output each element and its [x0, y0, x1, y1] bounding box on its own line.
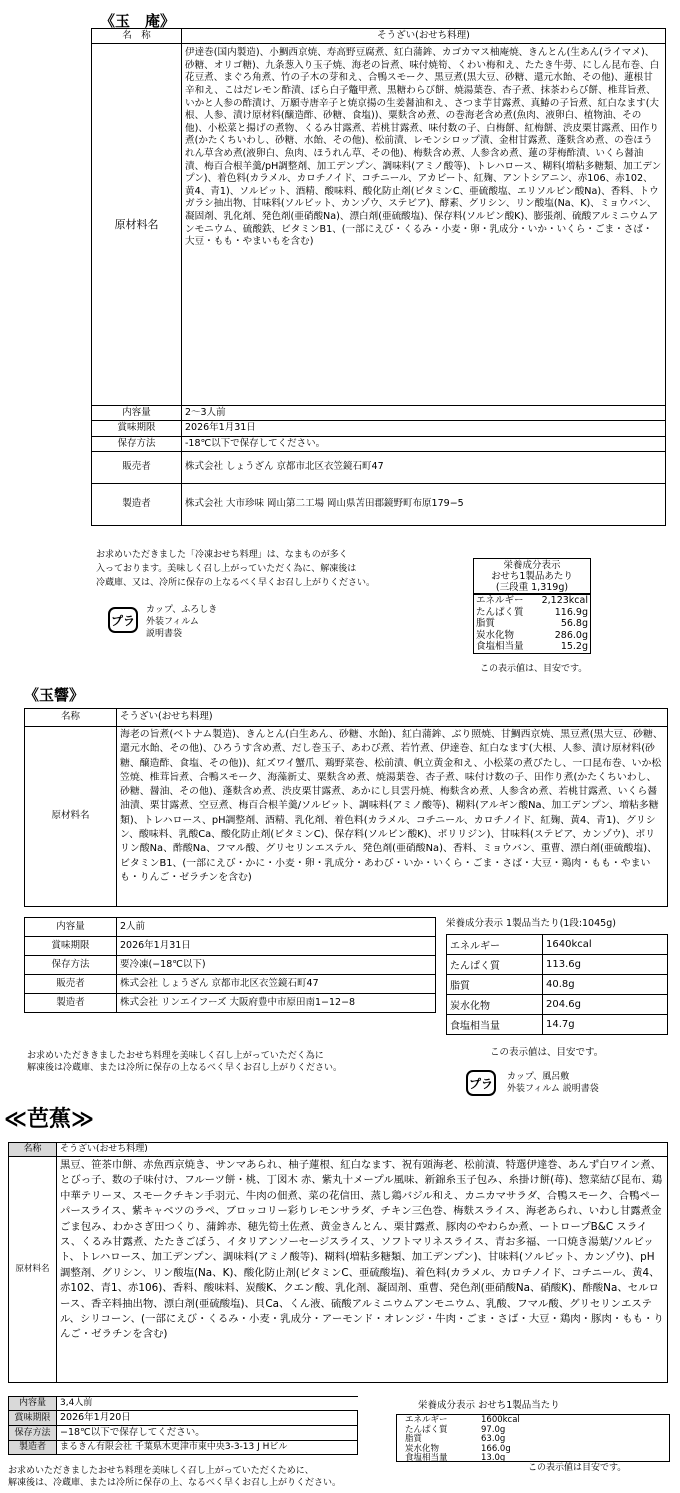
nutrition-value: 2,123kcal: [541, 595, 588, 606]
nutrition-value: 116.9g: [554, 606, 588, 618]
nutrition-value: 14.7g: [543, 1015, 668, 1035]
ingredients-header: 原材料名: [25, 727, 117, 907]
notice-line: 解凍後は、冷蔵庫、または冷所に保存の上、なるべく早くお召し上がりください。: [8, 1478, 342, 1488]
section1-nutrition: [473, 558, 591, 654]
plastic-recycle-icon: プラ: [466, 1070, 496, 1096]
nutrition-value: 97.0g: [481, 1424, 506, 1435]
name-value: そうざい(おせち料理): [57, 1143, 668, 1157]
maker-value: まるきん有限会社 千葉県木更津市東中央3-3-13 J Hビル: [57, 1441, 358, 1455]
nutrition-key: 炭水化物: [447, 995, 543, 1015]
maker-value: 株式会社 大市珍味 岡山第二工場 岡山県苫田郡鏡野町布原179−5: [182, 483, 666, 525]
section2-title: 《玉響》: [24, 686, 85, 704]
seller-header: 販売者: [92, 451, 182, 483]
seller-value: 株式会社 しょうざん 京都市北区衣笠鏡石町47: [117, 975, 436, 994]
nutrition-value: 40.8g: [543, 975, 668, 995]
expiry-header: 賞味期限: [25, 937, 117, 956]
seller-header: 販売者: [25, 975, 117, 994]
nutrition-weight: (三段重 1,319g): [474, 582, 590, 595]
nutrition-key: たんぱく質: [405, 1424, 448, 1435]
volume-value: 3,4人前: [57, 1397, 358, 1411]
expiry-value: 2026年1月31日: [117, 937, 436, 956]
section2-label-table: [24, 708, 668, 907]
expiry-header: 賞味期限: [92, 421, 182, 436]
maker-header: 製造者: [92, 483, 182, 525]
nutrition-value: 13.0g: [481, 1453, 506, 1464]
maker-value: 株式会社 リンエイフーズ 大阪府豊中市原田南1−12−8: [117, 994, 436, 1013]
nutrition-subtitle: おせち1製品あたり: [491, 571, 573, 582]
nutrition-key: 脂質: [405, 1434, 423, 1445]
nutrition-key: 食塩相当量: [476, 641, 524, 652]
section2-info-table: [24, 917, 436, 1013]
seller-value: 株式会社 しょうざん 京都市北区衣笠鏡石町47: [182, 451, 666, 483]
nutrition-value: 286.0g: [554, 629, 588, 641]
notice-line: 冷蔵庫、又は、冷所に保存の上なるべく早くお召し上がりください。: [96, 578, 376, 588]
nutrition-value: 166.0g: [481, 1443, 511, 1454]
volume-header: 内容量: [25, 918, 117, 937]
section2-notice: [27, 1050, 342, 1074]
section1-title: 《玉 庵》: [100, 12, 176, 30]
plastic-recycle-icon: プラ: [108, 607, 138, 633]
section2-nutrition-table: [446, 934, 668, 1035]
packaging-item: カップ、風呂敷: [507, 1072, 570, 1082]
nutrition-key: 食塩相当量: [405, 1453, 448, 1464]
nutrition-value: 15.2g: [560, 641, 588, 652]
storage-header: 保存方法: [9, 1426, 57, 1441]
nutrition-title: 栄養成分表示: [503, 560, 561, 571]
nutrition-key: エネルギー: [447, 935, 543, 955]
maker-header: 製造者: [25, 994, 117, 1013]
nutrition-value: 1640kcal: [543, 935, 668, 955]
section2-nutrition-title: 栄養成分表示 1製品当たり(1段:1045g): [446, 918, 616, 929]
volume-header: 内容量: [9, 1397, 57, 1411]
name-header: 名 称: [92, 29, 182, 44]
maker-header: 製造者: [9, 1441, 57, 1455]
ingredients-value: 海老の旨煮(ベトナム製造)、きんとん(白生あん、砂糖、水飴)、紅白蒲鉾、ぶり照焼、甘鯛西京焼、黒豆煮(黒大豆、砂糖、還元水飴、その他)、ひろうす含め煮、だし巻玉子、あわび煮、若竹煮、伊達巻、紅白なます(大根、人参、漬け原材料(砂糖、醸造酢、食塩、その他))、紅ズワイ蟹爪、鶏野菜巻、松前漬、帆立黄金和え、小松菜の煮びたし、一口昆布巻、いか松笠焼、椎茸旨煮、合鴨スモーク、海藻新丈、粟麩含め煮、焼湯葉巻、杏子煮、味付け数の子、田作り煮(かたくちいわし、砂糖、醤油、その他)、蓬麩含め煮、渋皮栗甘露煮、あかにし貝雲丹焼、梅麩含め煮、人参含め煮、若桃甘露煮、いくら醤油漬、栗甘露煮、空豆煮、梅百合根羊羹/ソルビット、調味料(アミノ酸等)、糊料(アルギン酸Na、加工デンプン、増粘多糖類)、トレハロース、pH調整剤、酒精、乳化剤、着色料(カラメル、コチニール、カロチノイド、紅麹、黄4、青1)、グリシン、酸味料、乳酸Ca、酸化防止剤(ビタミンC)、保存料(ソルビン酸K)、ポリリジン)、甘味料(ステビア、カンゾウ)、ポリリン酸Na、酢酸Na、フマル酸、グリセリンエステル、発色剤(亜硝酸Na)、香料、ミョウバン、重曹、漂白剤(亜硫酸塩)、ビタミンB1、(一部にえび・かに・小麦・卵・乳成分・あわび・いか・いくら・ごま・さば・大豆・鶏肉・もも・やまいも・りんご・ゼラチンを含む): [117, 727, 668, 907]
section3-info-table: [8, 1396, 358, 1455]
section3-nutrition: [396, 1414, 670, 1462]
name-value: そうざい(おせち料理): [117, 709, 668, 727]
notice-line: 解凍後は冷蔵庫、または冷所に保存の上なるべく早くお召し上がりください。: [27, 1063, 343, 1073]
section3-nutrition-title: 栄養成分表示 おせち1製品当たり: [418, 1400, 560, 1411]
packaging-item: 外装フィルム 説明書袋: [507, 1084, 599, 1094]
ingredients-value: 黒豆、笹茶巾餅、赤魚西京焼き、サンマあられ、柚子蓮根、紅白なます、祝有頭海老、松前漬、特選伊達巻、あんず白ワイン煮、とびっ子、数の子味付け、フルーツ餅・桃、丁図木 赤、紫丸十メープル風味、新錦糸玉子包み、糸掛け餅(苺)、惣菜結び昆布、鶏中華テリーヌ、スモークチキン手羽元、牛肉の佃煮、菜の花信田、蒸し鶏バジル和え、カニカマサラダ、合鴨スモーク、合鴨ペーパースライス、紫キャベツのラペ、ブロッコリー彩りレモンサラダ、チキン三色巻、梅麩スライス、海老あられ、いわし甘露煮金ごま包み、わかさぎ田つくり、蒲鉾赤、穂先筍土佐煮、黄金きんとん、栗甘露煮、豚肉のやわらか煮、ートロープB&C スライス、くるみ甘露煮、たたきごぼう、イタリアンソーセージスライス、ソフトマリネスライス、青お多福、一口焼き湯葉/ソルビット、トレハロース、加工デンプン、調味料(アミノ酸等)、糊料(増粘多糖類、加工デンプン)、甘味料(ソルビット、カンゾウ)、pH調整剤、グリシン、リン酸塩(Na、K)、酸化防止剤(ビタミンC、亜硫酸塩)、着色料(カラメル、カロチノイド、コチニール、黄4、赤102、青1、赤106)、香料、酸味料、炭酸K、クエン酸、乳化剤、凝固剤、重曹、発色剤(亜硝酸Na、硝酸K)、酢酸Na、セルロース、香辛料抽出物、漂白剤(亜硫酸塩)、貝Ca、くん液、硫酸アルミニウムアンモニウム、乳酸、フマル酸、グリセリンエステル、シリコーン、(一部にえび・くるみ・小麦・乳成分・アーモンド・オレンジ・牛肉・ごま・さば・大豆・鶏肉・豚肉・もも・りんご・ゼラチンを含む): [57, 1157, 668, 1383]
packaging-item: 外装フィルム: [146, 617, 199, 627]
section1-label-table: [91, 28, 666, 526]
nutrition-key: 炭水化物: [405, 1443, 440, 1454]
nutrition-key: 脂質: [476, 618, 496, 629]
nutrition-key: 脂質: [447, 975, 543, 995]
name-value: そうざい(おせち料理): [182, 29, 666, 44]
expiry-header: 賞味期限: [9, 1411, 57, 1426]
storage-value: −18℃以下で保存してください。: [57, 1426, 358, 1441]
section3-notice: [8, 1465, 341, 1489]
recycle-mark: [466, 1070, 496, 1100]
nutrition-table: [474, 595, 590, 653]
name-header: 名称: [25, 709, 117, 727]
nutrition-key: エネルギー: [476, 595, 524, 606]
nutrition-key: 炭水化物: [476, 629, 515, 641]
volume-header: 内容量: [92, 406, 182, 421]
nutrition-value: 113.6g: [543, 955, 668, 975]
nutrition-value: 204.6g: [543, 995, 668, 1015]
nutrition-value: 56.8g: [560, 618, 588, 629]
nutrition-key: たんぱく質: [476, 606, 524, 618]
expiry-value: 2026年1月31日: [182, 421, 666, 436]
nutrition-table: [403, 1416, 603, 1464]
nutrition-value: 1600kcal: [481, 1415, 520, 1425]
storage-value: -18℃以下で保存してください。: [182, 436, 666, 451]
recycle-mark: [108, 607, 138, 637]
volume-value: 2〜3人前: [182, 406, 666, 421]
expiry-value: 2026年1月20日: [57, 1411, 358, 1426]
name-header: 名称: [9, 1143, 57, 1157]
storage-value: 要冷凍(−18℃以下): [117, 956, 436, 975]
ingredients-header: 原材料名: [9, 1157, 57, 1383]
notice-line: お求めいただきました「冷凍おせち料理」は、なまものが多く: [96, 550, 348, 560]
ingredients-value: 伊達巻(国内製造)、小鯛西京焼、寿高野豆腐煮、紅白蒲鉾、カゴカマス柚庵焼、きんとん(生あん(ライマメ)、砂糖、オリゴ糖)、九条葱入り玉子焼、海老の旨煮、味付焼筍、くわい梅和え、たたき牛蒡、にしん昆布巻、白花豆煮、まぐろ角煮、竹の子木の芽和え、合鴨スモーク、黒豆煮(黒大豆、砂糖、還元水飴、その他)、蓮根甘辛和え、こはだレモン酢漬、ぼら白子鼈甲煮、黒糖わらび餅、焼湯葉巻、杏子煮、抹茶わらび餅、椎茸旨煮、いかと人参の酢漬け、万願寺唐辛子と焼京揚の生姜醤油和え、さつま芋甘露煮、真鰆の子旨煮、紅白なます(大根、人参、漬け原材料(醸造酢、砂糖、食塩))、粟麩含め煮、の巻海老含め煮(魚肉、液卵白、植物油、その他)、小松菜と揚げの煮物、くるみ甘露煮、若桃甘露煮、味付数の子、白梅餅、紅梅餅、渋皮栗甘露煮、田作り煮(かたくちいわし、砂糖、水飴、その他)、松前漬、レモンシロップ漬、金柑甘露煮、蓬麩含め煮、の巻ほうれん草含め煮(液卵白、魚肉、ほうれん草、その他)、梅麩含め煮、人参含め煮、蓮の芽梅酢漬、いくら醤油漬、梅百合根羊羹/pH調整剤、加工デンプン、調味料(アミノ酸等)、トレハロース、糊料(増粘多糖類、加工デンプン)、着色料(カラメル、カロチノイド、コチニール、アカビート、紅麹、アントシアニン、赤106、赤102、黄4、青1)、ソルビット、酒精、酸味料、酸化防止剤(ビタミンC、亜硫酸塩、エリソルビン酸Na)、香料、トウガラシ抽出物、甘味料(ソルビット、カンゾウ、ステビア)、酵素、グリシン、リン酸塩(Na、K)、ミョウバン、凝固剤、乳化剤、発色剤(亜硝酸Na)、漂白剤(亜硫酸塩)、保存料(ソルビン酸K)、膨張剤、硫酸アルミニウムアンモニウム、硫酸鉄、ビタミンB1、(一部にえび・くるみ・小麦・卵・乳成分・いか・いくら・ごま・さば・大豆・もも・やまいもを含む): [182, 44, 666, 406]
storage-header: 保存方法: [25, 956, 117, 975]
packaging-list: [146, 604, 217, 640]
storage-header: 保存方法: [92, 436, 182, 451]
notice-line: お求めいただききましたおせち料理を美味しく召し上がっていただく為に: [27, 1051, 324, 1061]
packaging-item: 説明書袋: [146, 629, 183, 639]
nutrition-key: たんぱく質: [447, 955, 543, 975]
notice-line: お求めいただきましたおせち料理を美味しく召し上がっていただくために、: [8, 1466, 314, 1476]
nutrition-key: エネルギー: [405, 1415, 448, 1425]
ingredients-header: 原材料名: [92, 44, 182, 406]
volume-value: 2人前: [117, 918, 436, 937]
nutrition-value: 63.0g: [481, 1434, 506, 1445]
section3-label-table: [8, 1142, 668, 1383]
section1-notice: [96, 548, 476, 590]
nutrition-key: 食塩相当量: [447, 1015, 543, 1035]
nutrition-note: この表示値は、目安です。: [490, 1047, 604, 1058]
nutrition-note: この表示値は目安です。: [528, 1463, 627, 1473]
packaging-list: [507, 1071, 599, 1095]
packaging-item: カップ、ふろしき: [146, 605, 218, 615]
nutrition-note: この表示値は、目安です。: [480, 664, 588, 674]
section3-title: ≪芭蕉≫: [4, 1107, 95, 1132]
notice-line: 入っております。美味しく召し上がっていただく為に、解凍後は: [96, 564, 357, 574]
